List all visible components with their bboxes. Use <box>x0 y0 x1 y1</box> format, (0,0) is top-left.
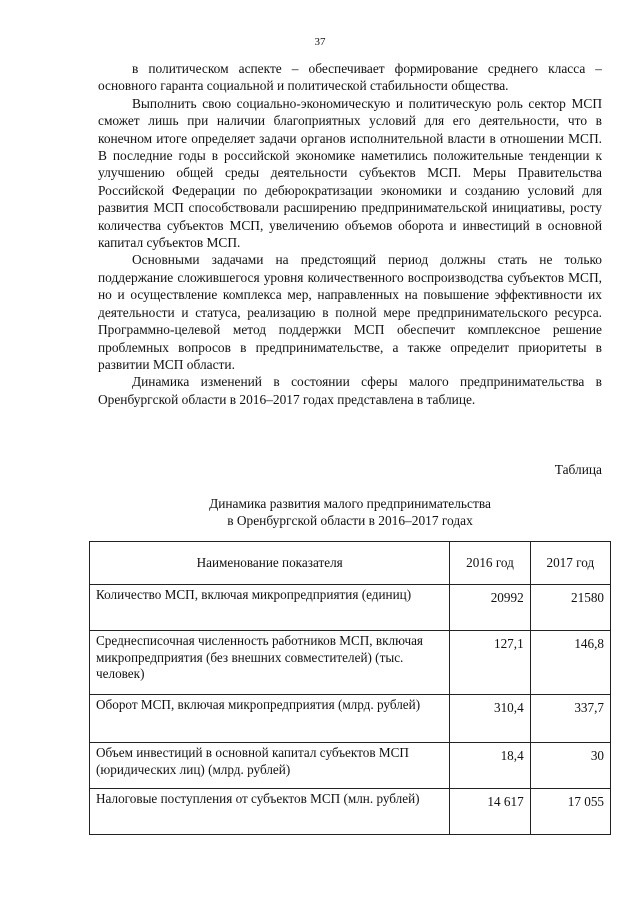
table-row <box>90 585 611 631</box>
column-header-2017: 2017 год <box>530 542 610 585</box>
value-2017: 146,8 <box>530 631 610 695</box>
table-title-line: в Оренбургской области в 2016–2017 годах <box>227 513 473 529</box>
paragraph: Динамика изменений в состоянии сферы малого предпринимательства в Оренбургской области в 2016–2017 годах представлена в таблице. <box>98 374 602 407</box>
body-text <box>98 60 602 408</box>
page-number: 37 <box>314 36 326 48</box>
table-header-row <box>90 542 611 585</box>
value-2017: 30 <box>530 743 610 789</box>
indicator-name: Среднесписочная численность работников МСП, включая микропредприятия (без внешних совместителей) (тыс. человек) <box>90 631 450 695</box>
indicator-name: Оборот МСП, включая микропредприятия (млрд. рублей) <box>90 695 450 743</box>
value-2017: 17 055 <box>530 789 610 835</box>
indicators-table <box>89 541 611 835</box>
table-label: Таблица <box>554 462 602 477</box>
value-2016: 127,1 <box>450 631 530 695</box>
paragraph: Основными задачами на предстоящий период должны стать не только поддержание сложившегося уровня количественного воспроизводства субъектов МСП, но и осуществление комплекса мер, направленных на повышение эффективности их деятельности и статуса, реализацию в полной мере предпринимательского ресурса. Программно-целевой метод поддержки МСП обеспечит комплексное решение проблемных вопросов в предпринимательстве, а также определит приоритеты в развитии МСП области. <box>98 252 602 372</box>
column-header-indicator: Наименование показателя <box>90 542 450 585</box>
table-title <box>0 495 640 530</box>
paragraph: в политическом аспекте – обеспечивает формирование среднего класса – основного гаранта социальной и политической стабильности общества. <box>98 61 602 94</box>
value-2017: 337,7 <box>530 695 610 743</box>
column-header-2016: 2016 год <box>450 542 530 585</box>
indicator-name: Объем инвестиций в основной капитал субъектов МСП (юридических лиц) (млрд. рублей) <box>90 743 450 789</box>
value-2016: 20992 <box>450 585 530 631</box>
table-title-line: Динамика развития малого предпринимательства <box>209 496 491 511</box>
value-2017: 21580 <box>530 585 610 631</box>
table-row <box>90 789 611 835</box>
indicator-name: Количество МСП, включая микропредприятия (единиц) <box>90 585 450 631</box>
table-row <box>90 631 611 695</box>
table-row <box>90 743 611 789</box>
value-2016: 18,4 <box>450 743 530 789</box>
paragraph: Выполнить свою социально-экономическую и политическую роль сектор МСП сможет лишь при наличии благоприятных условий для его деятельности, что в конечном итоге определяет задачи органов исполнительной власти в отношении МСП. В последние годы в российской экономике наметились положительные тенденции к улучшению общей среды деятельности субъектов МСП. Меры Правительства Российской Федерации по дебюрократизации экономики и созданию условий для развития МСП способствовали расширению предпринимательской инициативы, росту количества субъектов МСП, увеличению объемов оборота и инвестиций в основной капитал субъектов МСП. <box>98 95 602 251</box>
value-2016: 310,4 <box>450 695 530 743</box>
value-2016: 14 617 <box>450 789 530 835</box>
indicator-name: Налоговые поступления от субъектов МСП (млн. рублей) <box>90 789 450 835</box>
table-row <box>90 695 611 743</box>
